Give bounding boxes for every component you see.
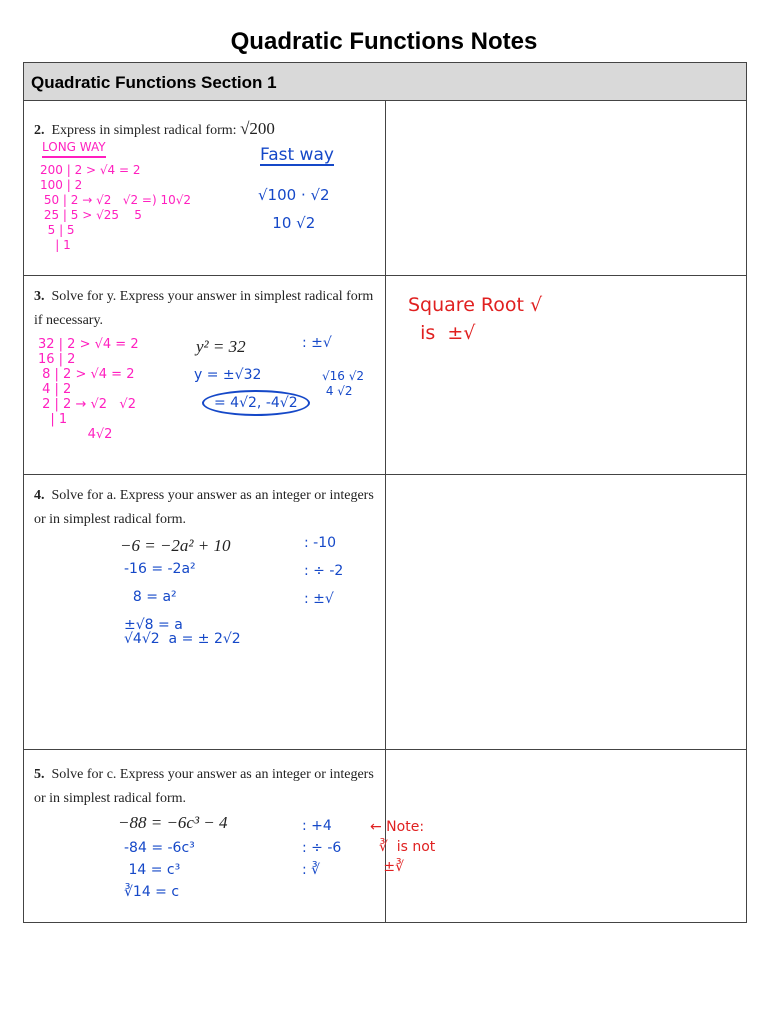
notes-table [23,62,747,923]
work-lines: -16 = -2a² 8 = a² ±√8 = a √4√2 a = ± 2√2 [124,561,241,647]
long-way-label: LONG WAY [42,139,106,158]
problem-number: 4. [34,488,45,503]
page-title: Quadratic Functions Notes [230,28,538,55]
fast-way-label: Fast way [260,145,334,165]
factor-tree: 32 | 2 > √4 = 2 16 | 2 8 | 2 > √4 = 2 4 | 2 2 | 2 → √2 √2 | 1 4√2 [38,337,139,442]
problem-number: 5. [34,767,45,782]
problem-row [24,749,746,923]
problem-row [24,474,746,750]
step-note: : ±√ [302,335,332,351]
section-header: Quadratic Functions Section 1 [24,63,746,101]
problem-number: 3. [34,289,45,304]
problem-text: Solve for y. Express your answer in simplest radical form if necessary. [34,289,374,328]
problem-text: Express in simplest radical form: [51,123,237,138]
work-lines: -84 = -6c³ 14 = c³ ∛14 = c [124,840,195,900]
problem-expression: −88 = −6c³ − 4 [118,813,228,832]
side-work: √16 √2 4 √2 [322,369,365,398]
work-line: y = ±√32 [194,367,262,383]
answer-circled: = 4√2, -4√2 [202,390,310,416]
problem-text: Solve for a. Express your answer as an integer or integers or in simplest radical form. [34,488,374,527]
problem-expression: −6 = −2a² + 10 [120,536,231,555]
problem-row [24,101,746,276]
problem-row [24,275,746,475]
factor-tree: 200 | 2 > √4 = 2 100 | 2 50 | 2 → √2 √2 =) 10√2 25 | 5 > √25 5 5 | 5 | 1 [40,163,191,252]
step-notes: : -10 : ÷ -2 : ±√ [304,535,344,607]
margin-note: Square Root √ is ±√ [408,294,543,344]
step-notes: : +4 : ÷ -6 : ∛ [302,818,342,878]
problem-text: Solve for c. Express your answer as an integer or integers or in simplest radical form. [34,767,374,806]
problem-expression: √200 [240,119,275,138]
fast-way-work: √100 · √2 10 √2 [258,186,330,232]
problem-expression: y² = 32 [196,337,246,356]
problem-number: 2. [34,123,45,138]
margin-note: ← Note: ∛ is not ±∛ [370,819,436,875]
